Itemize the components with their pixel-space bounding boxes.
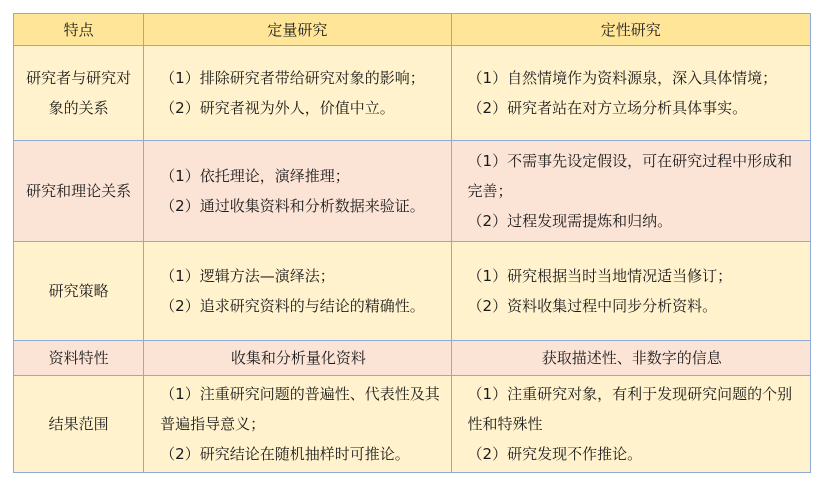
quantitative-point: （2）通过收集资料和分析数据来验证。 xyxy=(160,197,425,215)
qualitative-point: （1）注重研究对象，有利于发现研究问题的个别性和特殊性 xyxy=(467,385,793,433)
qualitative-cell xyxy=(451,141,810,242)
header-qualitative: 定性研究 xyxy=(451,14,810,46)
quantitative-point: （2）研究者视为外人，价值中立。 xyxy=(160,99,395,117)
quantitative-cell xyxy=(144,242,451,341)
quantitative-point: （2）研究结论在随机抽样时可推论。 xyxy=(160,445,410,463)
qualitative-point: （2）过程发现需提炼和归纳。 xyxy=(467,212,673,230)
table-row xyxy=(14,242,811,341)
header-feature: 特点 xyxy=(14,14,144,46)
quantitative-point: （1）排除研究者带给研究对象的影响； xyxy=(160,69,425,87)
qualitative-point: （2）研究者站在对方立场分析具体事实。 xyxy=(467,99,748,117)
row-feature-label: 研究策略 xyxy=(14,242,144,341)
qualitative-point: （2）研究发现不作推论。 xyxy=(467,445,643,463)
comparison-table xyxy=(13,13,811,473)
quantitative-cell: 收集和分析量化资料 xyxy=(144,341,451,376)
table-row xyxy=(14,341,811,376)
quantitative-point: （1）注重研究问题的普遍性、代表性及其普遍指导意义； xyxy=(160,385,440,433)
quantitative-point: （1）逻辑方法—演绎法； xyxy=(160,267,335,285)
row-feature-label: 研究和理论关系 xyxy=(14,141,144,242)
quantitative-cell xyxy=(144,376,451,473)
table-row xyxy=(14,376,811,473)
row-feature-label: 结果范围 xyxy=(14,376,144,473)
qualitative-point: （2）资料收集过程中同步分析资料。 xyxy=(467,297,718,315)
qualitative-point: （1）研究根据当时当地情况适当修订； xyxy=(467,267,733,285)
table-row xyxy=(14,46,811,141)
qualitative-cell xyxy=(451,376,810,473)
header-quantitative: 定量研究 xyxy=(144,14,451,46)
row-feature-label: 研究者与研究对象的关系 xyxy=(14,46,144,141)
table-row xyxy=(14,141,811,242)
row-feature-label: 资料特性 xyxy=(14,341,144,376)
qualitative-cell xyxy=(451,242,810,341)
quantitative-cell xyxy=(144,46,451,141)
qualitative-cell xyxy=(451,46,810,141)
qualitative-point: （1）不需事先设定假设，可在研究过程中形成和完善； xyxy=(467,152,793,200)
quantitative-point: （1）依托理论，演绎推理； xyxy=(160,167,350,185)
qualitative-point: （1）自然情境作为资料源泉，深入具体情境； xyxy=(467,69,778,87)
table-header-row xyxy=(14,14,811,46)
quantitative-cell xyxy=(144,141,451,242)
qualitative-cell: 获取描述性、非数字的信息 xyxy=(451,341,810,376)
quantitative-point: （2）追求研究资料的与结论的精确性。 xyxy=(160,297,425,315)
